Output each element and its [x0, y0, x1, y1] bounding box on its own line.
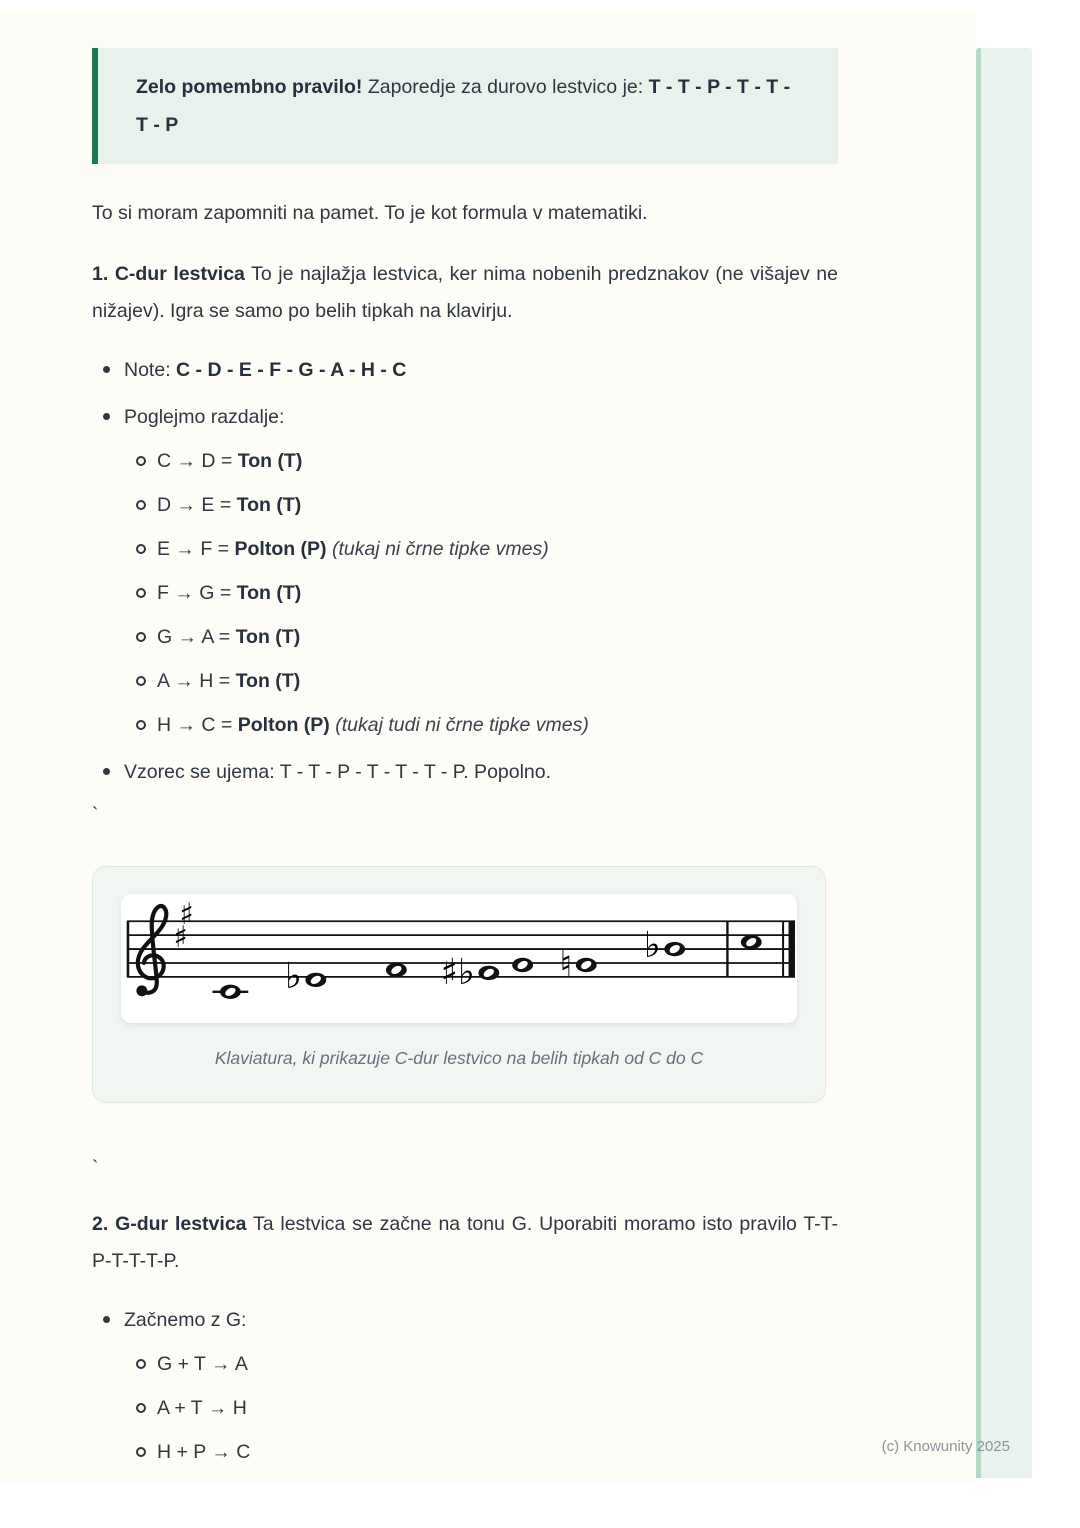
start-label: Začnemo z G:: [124, 1309, 247, 1331]
backtick-mark: `: [92, 1158, 99, 1179]
section1-heading-text: To je najlažja lestvica, ker nima nobenih predznakov (ne višajev ne nižajev). Igra se samo po belih tipkah na klavirju.: [92, 263, 838, 322]
accidental-icon: ♯♭: [440, 951, 475, 993]
section1-heading-paragraph: [92, 256, 838, 330]
whole-notes-group: [212, 925, 761, 999]
notes-sequence: C - D - E - F - G - A - H - C: [176, 359, 407, 381]
section2-list: [92, 1306, 838, 1466]
list-item-notes: [92, 356, 838, 384]
intro-paragraph: To si moram zapomniti na pamet. To je kot formula v matematiki.: [92, 202, 648, 224]
section2-heading-text: Ta lestvica se začne na tonu G. Uporabiti moramo isto pravilo T-T-P-T-T-T-P.: [92, 1213, 838, 1272]
notes-label: Note:: [124, 359, 177, 381]
page-edge-stripe: [976, 48, 1032, 1478]
callout-lead: Zelo pomembno pravilo!: [136, 76, 363, 98]
distances-label: Poglejmo razdalje:: [124, 406, 285, 428]
step-item: H + P → C: [124, 1438, 838, 1466]
score-card: [121, 894, 797, 1023]
interval-item: D → E = Ton (T): [124, 491, 838, 519]
list-item-start: [92, 1306, 838, 1466]
interval-item: F → G = Ton (T): [124, 579, 838, 607]
accidental-icon: ♭: [285, 955, 302, 997]
step-item: G + T → A: [124, 1350, 838, 1378]
section2-heading-paragraph: [92, 1206, 838, 1280]
keysig-sharp-icon: ♯: [173, 920, 188, 956]
accidental-icon: ♮: [559, 943, 573, 985]
interval-item: G → A = Ton (T): [124, 623, 838, 651]
interval-item: H → C = Polton (P) (tukaj tudi ni črne tipke vmes): [124, 711, 838, 739]
interval-item: C → D = Ton (T): [124, 447, 838, 475]
score-svg: [121, 894, 797, 1023]
interval-item: E → F = Polton (P) (tukaj ni črne tipke vmes): [124, 535, 838, 563]
document-content: [92, 48, 838, 1485]
final-barline-thick: [789, 921, 795, 977]
list-item-pattern: Vzorec se ujema: T - T - P - T - T - T - P. Popolno.: [92, 758, 838, 786]
steps-list: [124, 1350, 838, 1466]
notation-figure: [92, 866, 826, 1103]
callout-text: Zaporedje za durovo lestvico je:: [362, 76, 649, 98]
treble-clef-icon: [136, 906, 166, 996]
accidental-icon: ♭: [643, 925, 661, 967]
step-item: A + T → H: [124, 1394, 838, 1422]
section1-title: 1. C-dur lestvica: [92, 263, 245, 285]
interval-item: A → H = Ton (T): [124, 667, 838, 695]
important-rule-callout: [92, 48, 838, 164]
figure-caption: Klaviatura, ki prikazuje C-dur lestvico na belih tipkah od C do C: [214, 1048, 704, 1068]
section1-list: [92, 356, 838, 786]
keysig-sharp-icon: ♯: [179, 897, 194, 933]
section2-title: 2. G-dur lestvica: [92, 1213, 247, 1235]
intervals-list: [124, 447, 838, 739]
list-item-distances: [92, 403, 838, 739]
footer-credit: (c) Knowunity 2025: [881, 1438, 1010, 1455]
callout-formula: T - T - P - T - T - T - P: [136, 76, 791, 136]
backtick-mark: `: [92, 805, 99, 826]
